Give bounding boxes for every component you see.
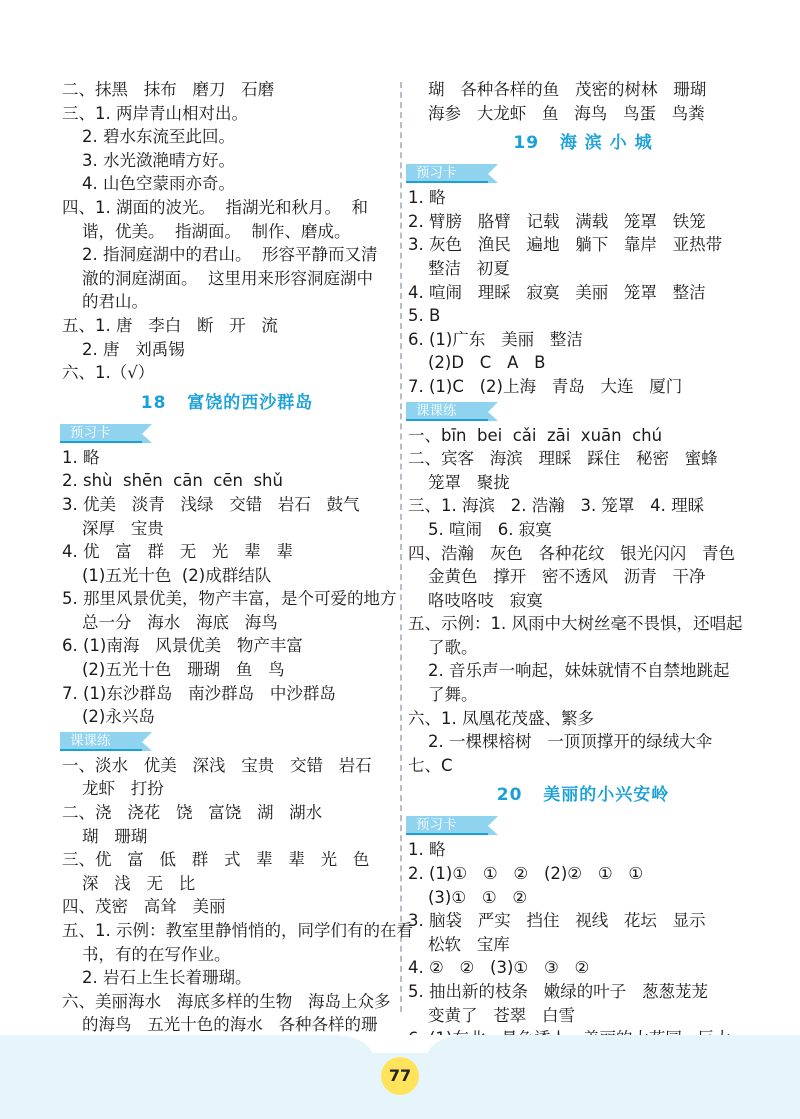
answer-line: 松软 宝库 xyxy=(428,934,510,954)
section-title-18: 18 富饶的西沙群岛 xyxy=(140,392,314,413)
answer-line: 笼罩 聚拢 xyxy=(428,472,510,492)
answer-line: 4. 优 富 群 无 光 辈 辈 xyxy=(62,542,293,562)
answer-line: 3. 脑袋 严实 挡住 视线 花坛 显示 xyxy=(408,911,706,931)
preview-badge: 预习卡 xyxy=(60,424,142,443)
answer-line: 1. 略 xyxy=(62,447,100,467)
answer-line: 五、1. 唐 李白 断 开 流 xyxy=(62,315,278,335)
answer-line: 3. 水光潋滟晴方好。 xyxy=(82,150,235,170)
answer-line: 了歌。 xyxy=(428,637,478,657)
answer-line: 5. 喧闹 6. 寂寞 xyxy=(428,519,552,539)
answer-line: 总一分 海水 海底 海鸟 xyxy=(82,612,278,632)
answer-line: 瑚 各种各样的鱼 茂密的树林 珊瑚 xyxy=(428,80,707,99)
answer-line: 的海鸟 五光十色的海水 各种各样的珊 xyxy=(82,1015,378,1035)
answer-line: 2. (1)① ① ② (2)② ① ① xyxy=(408,864,644,884)
section-title-19: 19 海 滨 小 城 xyxy=(513,133,653,154)
answer-line: 六、1. 凤凰花茂盛、繁多 xyxy=(408,708,594,728)
answer-line: 1. 略 xyxy=(408,840,446,860)
preview-card-header xyxy=(408,813,758,838)
answer-line: 变黄了 苍翠 白雪 xyxy=(428,1005,575,1025)
answer-line: 四、茂密 高耸 美丽 xyxy=(62,897,226,917)
answer-line: 海参 大龙虾 鱼 海鸟 鸟蛋 鸟粪 xyxy=(428,103,705,123)
answer-line: 四、1. 湖面的波光。 指湖光和秋月。 和 xyxy=(62,197,368,217)
answer-line: 5. 那里风景优美，物产丰富，是个可爱的地方 xyxy=(62,589,397,609)
section-title-20: 20 美丽的小兴安岭 xyxy=(496,785,670,806)
answer-line: (2)D C A B xyxy=(428,353,546,373)
answer-line: 三、优 富 低 群 式 辈 辈 光 色 xyxy=(62,850,370,870)
answer-line: 谐，优美。 指湖面。 制作、磨成。 xyxy=(82,221,351,241)
column-divider xyxy=(400,82,402,1012)
practice-card-header xyxy=(408,399,758,424)
left-column xyxy=(62,78,413,1037)
practice-answers-18 xyxy=(62,754,413,1037)
answer-line: 金黄色 撑开 密不透风 沥青 干净 xyxy=(428,567,706,587)
answer-line: 二、浇 浇花 饶 富饶 湖 湖水 xyxy=(62,803,323,823)
answer-line: 二、抹黑 抹布 磨刀 石磨 xyxy=(62,80,275,99)
answer-line: 2. 指洞庭湖中的君山。 形容平静而又清 xyxy=(82,245,378,265)
practice-card-header xyxy=(62,729,392,754)
answer-line: 一、淡水 优美 深浅 宝贵 交错 岩石 xyxy=(62,755,372,775)
answer-line: 整洁 初夏 xyxy=(428,258,510,278)
answer-line: 4. ② ② (3)① ③ ② xyxy=(408,958,590,978)
answer-line: 咯吱咯吱 寂寞 xyxy=(428,590,543,610)
answer-line: 3. 优美 淡青 浅绿 交错 岩石 鼓气 xyxy=(62,494,360,514)
practice-answers-19 xyxy=(408,424,758,778)
answer-line: 五、1. 示例：教室里静悄悄的，同学们有的在看 xyxy=(62,921,413,940)
answer-line: 瑚 珊瑚 xyxy=(82,826,148,846)
answer-line: 5. 抽出新的枝条 嫩绿的叶子 葱葱茏茏 xyxy=(408,982,708,1001)
answer-line: (3)① ① ② xyxy=(428,887,528,907)
answer-line: 4. 山色空蒙雨亦奇。 xyxy=(82,174,235,194)
right-column xyxy=(408,78,758,1051)
answer-line: 三、1. 两岸青山相对出。 xyxy=(62,103,248,123)
answers-continued-18 xyxy=(408,78,758,125)
answer-line: 2. shù shēn cān cēn shǔ xyxy=(62,471,283,491)
answer-line: 2. 岩石上生长着珊瑚。 xyxy=(82,968,252,988)
answer-line: 书，有的在写作业。 xyxy=(82,944,231,964)
answer-line: 二、宾客 海滨 理睬 踩住 秘密 蜜蜂 xyxy=(408,449,718,469)
answer-line: 4. 喧闹 理睬 寂寞 美丽 笼罩 整洁 xyxy=(408,282,706,302)
answer-line: 了舞。 xyxy=(428,685,478,705)
answer-line: 七、C xyxy=(408,755,453,775)
answer-line: 7. (1)C (2)上海 青岛 大连 厦门 xyxy=(408,376,683,396)
answers-continued-17 xyxy=(62,78,392,385)
answer-line: 五、示例：1. 风雨中大树丝毫不畏惧，还唱起 xyxy=(408,614,743,634)
answer-line: 6. (1)南海 风景优美 物产丰富 xyxy=(62,636,303,656)
answer-line: (2)永兴岛 xyxy=(82,707,155,727)
preview-card-header xyxy=(408,161,758,186)
answer-line: 6. (1)广东 美丽 整洁 xyxy=(408,329,583,349)
answer-line: 2. 唐 刘禹锡 xyxy=(82,339,185,359)
answer-line: 四、浩瀚 灰色 各种花纹 银光闪闪 青色 xyxy=(408,543,735,563)
answer-line: 1. 略 xyxy=(408,188,446,208)
answer-line: 2. 碧水东流至此回。 xyxy=(82,127,235,147)
preview-card-header xyxy=(62,421,392,446)
answer-line: 三、1. 海滨 2. 浩瀚 3. 笼罩 4. 理睬 xyxy=(408,496,705,516)
answer-line: 3. 灰色 渔民 遍地 躺下 靠岸 亚热带 xyxy=(408,235,723,255)
answer-line: 2. 臂膀 胳臂 记载 满载 笼罩 铁笼 xyxy=(408,211,706,231)
answer-line: 澈的洞庭湖面。 这里用来形容洞庭湖中 xyxy=(82,268,373,288)
answer-line: 龙虾 打扮 xyxy=(82,779,164,799)
preview-badge: 预习卡 xyxy=(406,816,488,835)
page-number: 77 xyxy=(381,1057,419,1095)
answer-line: 2. 一棵棵榕树 一顶顶撑开的绿绒大伞 xyxy=(428,732,713,752)
preview-answers-18 xyxy=(62,446,397,729)
preview-answers-19 xyxy=(408,186,758,398)
answer-line: 一、bīn bei cǎi zāi xuān chú xyxy=(408,425,663,445)
answer-line: 7. (1)东沙群岛 南沙群岛 中沙群岛 xyxy=(62,683,336,703)
preview-answers-20 xyxy=(408,838,758,1050)
answer-line: 2. 音乐声一响起，妹妹就情不自禁地跳起 xyxy=(428,661,730,681)
answer-line: 深厚 宝贵 xyxy=(82,518,164,538)
answer-line: 六、1.（√） xyxy=(62,363,155,383)
answer-line: 深 浅 无 比 xyxy=(82,873,196,893)
answer-line: 六、美丽海水 海底多样的生物 海岛上众多 xyxy=(62,991,391,1011)
answer-line: (1)五光十色 (2)成群结队 xyxy=(82,565,272,585)
preview-badge: 预习卡 xyxy=(406,164,488,183)
answer-line: 5. B xyxy=(408,306,441,326)
practice-badge: 课课练 xyxy=(406,402,488,421)
answer-line: (2)五光十色 珊瑚 鱼 鸟 xyxy=(82,660,285,680)
answer-line: 的君山。 xyxy=(82,292,148,312)
practice-badge: 课课练 xyxy=(60,732,142,751)
